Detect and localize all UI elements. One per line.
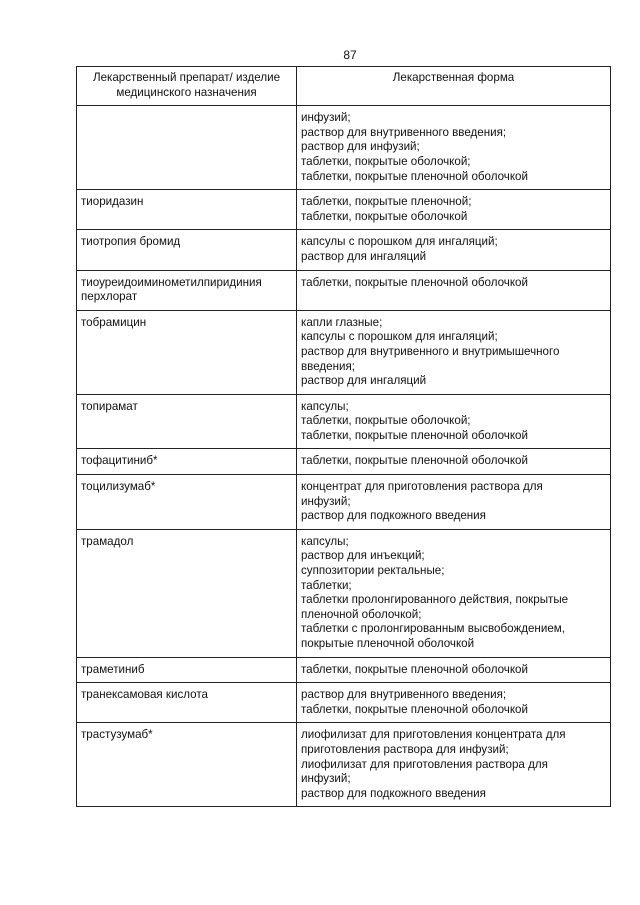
- dosage-form-cell: [297, 475, 611, 530]
- table-row: [77, 106, 611, 190]
- dosage-form-line: капли глазные;: [301, 315, 383, 329]
- table-row: [77, 683, 611, 723]
- dosage-form-line: инфузий;: [301, 494, 351, 508]
- dosage-form-line: введения;: [301, 359, 355, 373]
- dosage-form-cell: [297, 723, 611, 807]
- table-header-row: [77, 67, 611, 106]
- dosage-form-cell: [297, 190, 611, 230]
- dosage-form-line: покрытые пленочной оболочкой: [301, 637, 475, 650]
- drug-name: тиоридазин: [81, 195, 144, 209]
- dosage-form-line: капсулы с порошком для ингаляций;: [301, 235, 498, 249]
- dosage-form-line: таблетки, покрытые пленочной оболочкой: [301, 662, 528, 676]
- dosage-form-line: раствор для внутривенного введения;: [301, 688, 507, 702]
- dosage-form-line: раствор для подкожного введения: [301, 786, 486, 800]
- dosage-form-line: таблетки, покрытые пленочной оболочкой: [301, 428, 528, 442]
- drug-name: тиоуреидоиминометилпиридиния перхлорат: [81, 275, 262, 304]
- drug-name: тофацитиниб*: [81, 454, 158, 468]
- dosage-form-line: таблетки, покрытые пленочной оболочкой: [301, 275, 528, 289]
- drug-name-cell: [77, 190, 297, 230]
- dosage-form-line: раствор для инфузий;: [301, 140, 420, 154]
- drug-name-cell: [77, 529, 297, 657]
- drug-name-cell: [77, 657, 297, 683]
- dosage-form-line: таблетки, покрытые пленочной оболочкой: [301, 454, 528, 468]
- dosage-form-line: раствор для внутривенного введения;: [301, 125, 507, 139]
- drug-name-cell: [77, 475, 297, 530]
- dosage-form-line: таблетки;: [301, 578, 352, 592]
- dosage-form-line: таблетки, покрытые пленочной;: [301, 195, 472, 209]
- dosage-form-cell: [297, 449, 611, 475]
- dosage-form-line: раствор для внутривенного и внутримышечного: [301, 344, 560, 358]
- dosage-form-cell: [297, 106, 611, 190]
- table-row: [77, 657, 611, 683]
- drug-name-cell: [77, 723, 297, 807]
- dosage-form-line: таблетки, покрытые оболочкой;: [301, 154, 471, 168]
- dosage-form-line: таблетки с пролонгированным высвобождением,: [301, 622, 565, 636]
- table-row: [77, 230, 611, 270]
- drug-name-cell: [77, 270, 297, 310]
- dosage-form-line: лиофилизат для приготовления концентрата для: [301, 728, 566, 742]
- table-row: [77, 190, 611, 230]
- dosage-form-cell: [297, 394, 611, 449]
- dosage-form-line: суппозитории ректальные;: [301, 564, 445, 578]
- dosage-form-cell: [297, 270, 611, 310]
- dosage-form-line: капсулы;: [301, 399, 349, 413]
- drug-name: трамадол: [81, 534, 134, 548]
- header-drug: Лекарственный препарат/ изделие медицинского назначения: [77, 67, 297, 106]
- table-body: [77, 106, 611, 807]
- drug-name: транексамовая кислота: [81, 688, 208, 702]
- drug-table: [76, 66, 611, 807]
- drug-name-cell: [77, 310, 297, 394]
- dosage-form-cell: [297, 230, 611, 270]
- dosage-form-line: инфузий;: [301, 111, 351, 125]
- dosage-form-line: таблетки, покрытые оболочкой: [301, 209, 468, 223]
- drug-name: трастузумаб*: [81, 728, 153, 742]
- dosage-form-line: лиофилизат для приготовления раствора для: [301, 757, 548, 771]
- dosage-form-line: раствор для подкожного введения: [301, 509, 486, 523]
- dosage-form-line: капсулы;: [301, 534, 349, 548]
- dosage-form-line: раствор для ингаляций: [301, 374, 427, 388]
- dosage-form-cell: [297, 310, 611, 394]
- dosage-form-line: раствор для ингаляций: [301, 249, 427, 263]
- drug-name: топирамат: [81, 399, 138, 413]
- table-row: [77, 529, 611, 657]
- header-form: Лекарственная форма: [297, 67, 611, 106]
- dosage-form-line: таблетки, покрытые пленочной оболочкой: [301, 702, 528, 716]
- drug-name: тиотропия бромид: [81, 235, 181, 249]
- table-row: [77, 310, 611, 394]
- table-row: [77, 723, 611, 807]
- drug-name-cell: [77, 230, 297, 270]
- drug-name: тобрамицин: [81, 315, 147, 329]
- drug-name-cell: [77, 683, 297, 723]
- dosage-form-line: таблетки, покрытые пленочной оболочкой: [301, 169, 528, 183]
- table-row: [77, 394, 611, 449]
- drug-name: траметиниб: [81, 662, 145, 676]
- dosage-form-cell: [297, 683, 611, 723]
- table-row: [77, 449, 611, 475]
- dosage-form-cell: [297, 529, 611, 657]
- drug-name-cell: [77, 449, 297, 475]
- drug-name-cell: [77, 394, 297, 449]
- dosage-form-line: таблетки пролонгированного действия, покрытые: [301, 593, 569, 607]
- dosage-form-line: инфузий;: [301, 772, 351, 786]
- dosage-form-line: приготовления раствора для инфузий;: [301, 742, 509, 756]
- dosage-form-cell: [297, 657, 611, 683]
- table-row: [77, 475, 611, 530]
- page-number: 87: [343, 48, 357, 62]
- dosage-form-line: таблетки, покрытые оболочкой;: [301, 414, 471, 428]
- table-row: [77, 270, 611, 310]
- drug-name-cell: [77, 106, 297, 190]
- dosage-form-line: концентрат для приготовления раствора для: [301, 480, 543, 494]
- drug-name: тоцилизумаб*: [81, 480, 156, 494]
- dosage-form-line: капсулы с порошком для ингаляций;: [301, 330, 498, 344]
- dosage-form-line: пленочной оболочкой;: [301, 607, 422, 621]
- dosage-form-line: раствор для инъекций;: [301, 549, 425, 563]
